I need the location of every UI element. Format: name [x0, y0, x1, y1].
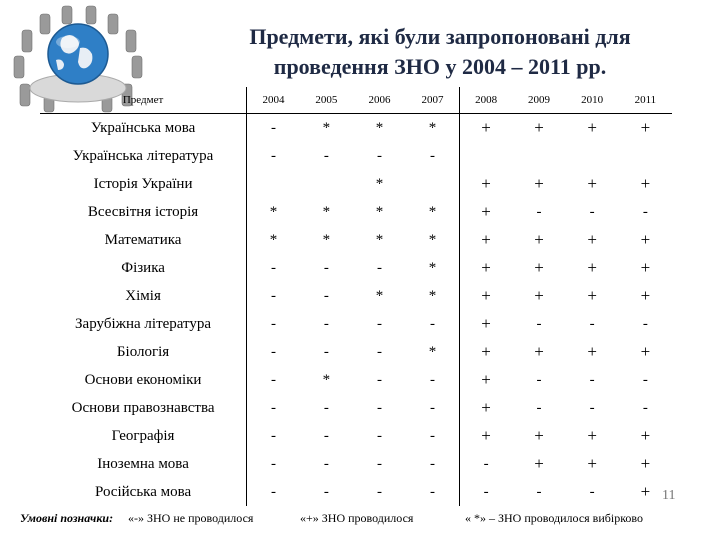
- status-cell: *: [322, 119, 331, 136]
- status-cell: *: [375, 119, 384, 136]
- status-cell: +: [640, 258, 651, 277]
- status-cell: [566, 142, 619, 170]
- status-cell: -: [247, 338, 300, 366]
- header-year: 2008: [459, 87, 512, 114]
- subject-name: Хімія: [125, 287, 161, 304]
- table-row: [40, 338, 672, 366]
- status-cell: -: [429, 147, 435, 164]
- table-row: [40, 198, 672, 226]
- status-cell: -: [642, 315, 648, 332]
- subject-name: Основи економіки: [84, 371, 202, 388]
- status-cell: -: [429, 427, 435, 444]
- status-cell: +: [459, 254, 512, 282]
- subject-name: Географія: [111, 427, 175, 444]
- table-row: [40, 282, 672, 310]
- status-cell: +: [534, 174, 544, 193]
- subject-name: Всесвітня історія: [87, 203, 199, 220]
- subject-name: Українська мова: [90, 119, 196, 136]
- status-cell: *: [247, 198, 300, 226]
- status-cell: +: [459, 422, 512, 450]
- status-cell: -: [247, 310, 300, 338]
- subject-name: Українська література: [72, 147, 214, 164]
- subject-name: Історія України: [93, 175, 193, 192]
- table-row: [40, 114, 672, 143]
- table-row: [40, 422, 672, 450]
- status-cell: +: [459, 366, 512, 394]
- status-cell: [619, 142, 672, 170]
- status-cell: -: [323, 315, 329, 332]
- status-cell: -: [589, 371, 595, 388]
- status-cell: -: [377, 315, 383, 332]
- status-cell: -: [459, 478, 512, 506]
- status-cell: *: [322, 231, 331, 248]
- status-cell: *: [247, 226, 300, 254]
- status-cell: +: [459, 114, 512, 143]
- status-cell: -: [247, 254, 300, 282]
- header-year: 2011: [619, 87, 672, 114]
- table-row: [40, 394, 672, 422]
- status-cell: +: [534, 286, 544, 305]
- status-cell: +: [640, 342, 651, 361]
- status-cell: [512, 142, 565, 170]
- status-cell: -: [377, 455, 383, 472]
- status-cell: +: [587, 454, 597, 473]
- status-cell: +: [640, 230, 651, 249]
- table-row: [40, 142, 672, 170]
- status-cell: -: [247, 422, 300, 450]
- status-cell: -: [247, 114, 300, 143]
- header-year: 2006: [353, 87, 406, 114]
- table-row: [40, 366, 672, 394]
- status-cell: -: [377, 371, 383, 388]
- status-cell: +: [459, 282, 512, 310]
- status-cell: -: [429, 315, 435, 332]
- table-header-row: [40, 87, 672, 114]
- status-cell: -: [429, 399, 435, 416]
- status-cell: -: [377, 483, 383, 500]
- status-cell: -: [377, 399, 383, 416]
- legend-label: Умовні позначки:: [20, 511, 114, 525]
- legend-item-not-held: «-» ЗНО не проводилося: [128, 511, 254, 525]
- status-cell: +: [640, 482, 651, 501]
- status-cell: +: [459, 338, 512, 366]
- status-cell: -: [323, 427, 329, 444]
- status-cell: -: [247, 282, 300, 310]
- status-cell: +: [587, 174, 597, 193]
- status-cell: +: [534, 426, 544, 445]
- subject-name: Математика: [104, 231, 182, 248]
- header-subject: Предмет: [40, 87, 247, 114]
- status-cell: -: [536, 315, 542, 332]
- status-cell: -: [642, 371, 648, 388]
- status-cell: +: [640, 286, 651, 305]
- status-cell: -: [247, 366, 300, 394]
- status-cell: +: [640, 426, 651, 445]
- status-cell: -: [377, 147, 383, 164]
- status-cell: +: [640, 454, 651, 473]
- status-cell: -: [429, 455, 435, 472]
- status-cell: -: [536, 483, 542, 500]
- status-cell: *: [375, 203, 384, 220]
- status-cell: -: [377, 343, 383, 360]
- subject-name: Фізика: [121, 259, 165, 276]
- status-cell: *: [428, 259, 437, 276]
- table-row: [40, 170, 672, 198]
- subject-name: Російська мова: [94, 483, 192, 500]
- status-cell: -: [323, 343, 329, 360]
- legend-item-selective: « *» – ЗНО проводилося вибірково: [465, 511, 643, 525]
- status-cell: +: [534, 258, 544, 277]
- table-row: [40, 478, 672, 506]
- status-cell: *: [428, 203, 437, 220]
- status-cell: -: [589, 399, 595, 416]
- legend: [20, 511, 710, 529]
- status-cell: +: [534, 230, 544, 249]
- status-cell: -: [323, 147, 329, 164]
- status-cell: -: [377, 427, 383, 444]
- status-cell: [300, 170, 353, 198]
- header-year: 2010: [566, 87, 619, 114]
- status-cell: +: [640, 118, 651, 137]
- status-cell: -: [323, 455, 329, 472]
- status-cell: +: [459, 170, 512, 198]
- header-year: 2007: [406, 87, 459, 114]
- status-cell: -: [589, 203, 595, 220]
- legend-item-held: «+» ЗНО проводилося: [300, 511, 414, 525]
- status-cell: +: [587, 230, 597, 249]
- status-cell: -: [247, 394, 300, 422]
- header-year: 2004: [247, 87, 300, 114]
- status-cell: -: [247, 478, 300, 506]
- status-cell: [247, 170, 300, 198]
- status-cell: +: [459, 310, 512, 338]
- status-cell: -: [429, 371, 435, 388]
- status-cell: +: [587, 426, 597, 445]
- status-cell: [459, 142, 512, 170]
- status-cell: *: [375, 231, 384, 248]
- subjects-table: [40, 87, 672, 506]
- subject-name: Зарубіжна література: [75, 315, 212, 332]
- status-cell: *: [375, 287, 384, 304]
- subject-name: Іноземна мова: [97, 455, 189, 472]
- status-cell: *: [322, 203, 331, 220]
- status-cell: +: [587, 258, 597, 277]
- status-cell: -: [536, 203, 542, 220]
- status-cell: -: [642, 399, 648, 416]
- status-cell: -: [536, 399, 542, 416]
- status-cell: +: [459, 394, 512, 422]
- status-cell: -: [377, 259, 383, 276]
- status-cell: +: [587, 286, 597, 305]
- status-cell: *: [322, 371, 331, 388]
- status-cell: -: [589, 483, 595, 500]
- page-number: 11: [662, 488, 676, 503]
- status-cell: -: [247, 142, 300, 170]
- status-cell: +: [640, 174, 651, 193]
- title-line-1: Предмети, які були запропоновані для: [249, 24, 631, 49]
- status-cell: *: [428, 119, 437, 136]
- header-year: 2005: [300, 87, 353, 114]
- status-cell: +: [534, 118, 544, 137]
- status-cell: *: [428, 287, 437, 304]
- status-cell: -: [536, 371, 542, 388]
- status-cell: -: [589, 315, 595, 332]
- status-cell: -: [323, 399, 329, 416]
- status-cell: -: [429, 483, 435, 500]
- table-row: [40, 310, 672, 338]
- status-cell: +: [534, 454, 544, 473]
- status-cell: [406, 170, 459, 198]
- status-cell: +: [534, 342, 544, 361]
- table-row: [40, 450, 672, 478]
- subject-name: Основи правознавства: [71, 399, 215, 416]
- header-year: 2009: [512, 87, 565, 114]
- status-cell: +: [587, 342, 597, 361]
- status-cell: -: [323, 287, 329, 304]
- status-cell: -: [323, 483, 329, 500]
- status-cell: +: [587, 118, 597, 137]
- table-row: [40, 254, 672, 282]
- table-row: [40, 226, 672, 254]
- title-line-2: проведення ЗНО у 2004 – 2011 рр.: [273, 54, 607, 79]
- status-cell: -: [247, 450, 300, 478]
- page-title: [190, 22, 690, 82]
- status-cell: -: [323, 259, 329, 276]
- status-cell: -: [642, 203, 648, 220]
- status-cell: -: [459, 450, 512, 478]
- status-cell: +: [459, 226, 512, 254]
- status-cell: *: [428, 343, 437, 360]
- status-cell: *: [428, 231, 437, 248]
- status-cell: +: [459, 198, 512, 226]
- status-cell: *: [375, 175, 384, 192]
- subject-name: Біологія: [116, 343, 170, 360]
